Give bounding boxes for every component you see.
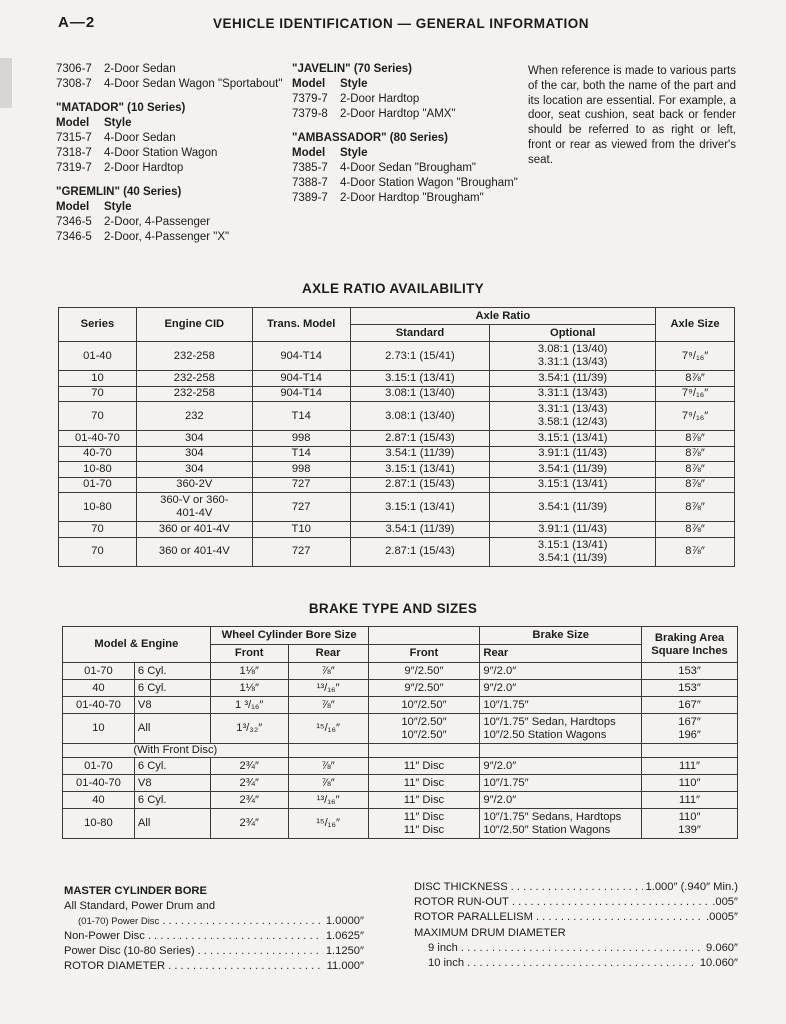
table-row [63,809,738,839]
cell-standard: 2.73:1 (15/41) [350,342,490,371]
cell-wc-front: 1⅛″ [210,680,288,697]
cell-series: 01-40 [59,342,137,371]
cell-axle-size: 8⅞″ [656,431,735,447]
spec-line: ROTOR PARALLELISM . . . .0005″ [414,910,738,925]
model-entry: 7385-7 4-Door Sedan "Brougham" [292,162,477,174]
cell-model: 40 [63,792,135,809]
model-entry: 7306-7 2-Door Sedan [56,63,176,75]
col-optional: Optional [490,325,656,342]
cell-wc-front: 2¾″ [210,775,288,792]
cell-series: 01-40-70 [59,431,137,447]
reference-note: When reference is made to various parts of the car, both the name of the part and its location are essential. For example, a door, seat cushion, seat back or fender should be referred to as right or left, front or rear as viewed from the driver's seat. [528,65,736,166]
cell-braking-area: 153″ [642,663,738,680]
model-entry: 7379-8 2-Door Hardtop "AMX" [292,108,456,120]
cell-brake-front: 11″ Disc [368,792,480,809]
cell-brake-front: 11″ Disc [368,758,480,775]
cell-model: 01-70 [63,663,135,680]
cell-engine: 232-258 [136,386,252,402]
table-row [63,775,738,792]
spec-line: 9 inch . . . 9.060″ [414,941,738,956]
cell-brake-rear: 9″/2.0″ [480,680,642,697]
cell-series: 01-70 [59,477,137,493]
cell-series: 10-80 [59,493,137,522]
series-heading-matador: "MATADOR" (10 Series) [56,102,186,114]
cell-axle-size: 8⅞″ [656,446,735,462]
cell-trans: 998 [252,462,350,478]
cell-engine: 6 Cyl. [134,663,210,680]
model-entry: 7389-7 2-Door Hardtop "Brougham" [292,192,484,204]
col-brake-rear: Rear [480,645,642,663]
cell-trans: 727 [252,537,350,566]
spec-line: DISC THICKNESS . . . 1.000″ (.940″ Min.) [414,880,738,895]
cell-series: 70 [59,522,137,538]
page-title: VEHICLE IDENTIFICATION — GENERAL INFORMATION [213,16,589,31]
cell-optional: 3.15:1 (13/41) 3.54:1 (11/39) [490,537,656,566]
cell-model: 01-40-70 [63,775,135,792]
cell-engine: All [134,809,210,839]
model-style-header: Model Style [292,147,368,159]
disc-label: (With Front Disc) [63,744,289,758]
col-wc-rear: Rear [288,645,368,663]
col-brake-size: Brake Size [480,627,642,645]
axle-section-title: AXLE RATIO AVAILABILITY [302,281,484,296]
cell-engine: 304 [136,462,252,478]
models-column-1 [56,62,286,245]
cell-standard: 3.15:1 (13/41) [350,371,490,387]
cell-brake-front: 10″/2.50″ 10″/2.50″ [368,714,480,744]
cell-standard: 3.54:1 (11/39) [350,446,490,462]
cell-wc-front: 2¾″ [210,758,288,775]
cell-axle-size: 7⁹/₁₆″ [656,386,735,402]
cell-engine: V8 [134,775,210,792]
cell-engine: 232-258 [136,342,252,371]
spec-line: ROTOR RUN-OUT . . . .005″ [414,895,738,910]
cell-wc-front: 1⅛″ [210,663,288,680]
cell-standard: 3.08:1 (13/40) [350,386,490,402]
table-row [59,431,735,447]
cell-braking-area: 153″ [642,680,738,697]
cell-standard: 3.54:1 (11/39) [350,522,490,538]
cell-model: 01-40-70 [63,697,135,714]
cell-engine: 360-V or 360-401-4V [136,493,252,522]
disc-label-row [63,744,738,758]
master-cylinder-heading: MASTER CYLINDER BORE [64,885,207,897]
cell-wc-rear: ⅞″ [288,663,368,680]
model-entry: 7379-7 2-Door Hardtop [292,93,420,105]
cell-brake-rear: 9″/2.0″ [480,792,642,809]
axle-ratio-table [58,307,735,567]
cell-standard: 2.87:1 (15/43) [350,431,490,447]
table-row [63,680,738,697]
cell-brake-rear: 9″/2.0″ [480,663,642,680]
model-style-header: Model Style [56,201,132,213]
cell-trans: 727 [252,493,350,522]
cell-optional: 3.91:1 (11/43) [490,522,656,538]
cell-engine: 6 Cyl. [134,792,210,809]
cell-brake-rear: 10″/1.75″ [480,775,642,792]
table-row [63,663,738,680]
master-cylinder-subheading: All Standard, Power Drum and [64,900,216,912]
table-row [59,462,735,478]
models-column-2 [292,62,522,206]
spec-line: Power Disc (10-80 Series) . . . 1.1250″ [64,944,364,959]
model-entry: 7346-5 2-Door, 4-Passenger [56,216,211,228]
table-row [63,792,738,809]
cell-axle-size: 8⅞″ [656,371,735,387]
cell-brake-front: 11″ Disc 11″ Disc [368,809,480,839]
cell-wc-rear: ⅞″ [288,775,368,792]
cell-axle-size: 8⅞″ [656,477,735,493]
page-header [58,14,746,38]
cell-braking-area: 110″ 139″ [642,809,738,839]
cell-axle-size: 7⁹/₁₆″ [656,342,735,371]
model-entry: 7315-7 4-Door Sedan [56,132,176,144]
table-row [63,758,738,775]
cell-model: 01-70 [63,758,135,775]
cell-engine: 304 [136,446,252,462]
table-row [59,477,735,493]
cell-wc-front: 2¾″ [210,792,288,809]
cell-wc-rear: ¹⁵/₁₆″ [288,714,368,744]
cell-optional: 3.54:1 (11/39) [490,371,656,387]
cell-trans: 904-T14 [252,371,350,387]
brake-section-title: BRAKE TYPE AND SIZES [308,601,478,616]
cell-trans: 727 [252,477,350,493]
cell-wc-rear: ¹³/₁₆″ [288,680,368,697]
page-edge-tab [0,58,12,108]
model-entry: 7318-7 4-Door Station Wagon [56,147,218,159]
cell-wc-rear: ¹⁵/₁₆″ [288,809,368,839]
cell-wc-rear: ⅞″ [288,758,368,775]
cell-standard: 3.15:1 (13/41) [350,493,490,522]
drum-diameter-heading: MAXIMUM DRUM DIAMETER [414,926,566,939]
col-brake-front: Front [368,645,480,663]
col-wc-front: Front [210,645,288,663]
cell-braking-area: 111″ [642,758,738,775]
cell-engine: 232-258 [136,371,252,387]
table-row [59,522,735,538]
cell-series: 70 [59,402,137,431]
cell-trans: T14 [252,446,350,462]
spec-line: Non-Power Disc . . . 1.0625″ [64,929,364,944]
col-standard: Standard [350,325,490,342]
cell-model: 40 [63,680,135,697]
model-entry: 7319-7 2-Door Hardtop [56,162,184,174]
cell-braking-area: 110″ [642,775,738,792]
col-axle-ratio: Axle Ratio [350,308,655,325]
model-entry: 7308-7 4-Door Sedan Wagon "Sportabout" [56,78,283,90]
cell-trans: 904-T14 [252,342,350,371]
cell-trans: 904-T14 [252,386,350,402]
cell-wc-front: 1 ³/₁₆″ [210,697,288,714]
disc-specs [414,880,738,971]
col-series: Series [59,308,137,342]
cell-standard: 3.15:1 (13/41) [350,462,490,478]
model-style-header: Model Style [56,117,132,129]
cell-standard: 3.08:1 (13/40) [350,402,490,431]
table-row [59,493,735,522]
cell-engine: 360 or 401-4V [136,522,252,538]
cell-standard: 2.87:1 (15/43) [350,477,490,493]
cell-wc-front: 2¾″ [210,809,288,839]
cell-optional: 3.15:1 (13/41) [490,431,656,447]
cell-brake-rear: 10″/1.75″ Sedans, Hardtops 10″/2.50″ Station Wagons [480,809,642,839]
cell-trans: 998 [252,431,350,447]
table-row [59,371,735,387]
cell-optional: 3.31:1 (13/43) 3.58:1 (12/43) [490,402,656,431]
master-cylinder-specs [64,884,364,974]
cell-engine: 232 [136,402,252,431]
cell-axle-size: 8⅞″ [656,537,735,566]
cell-braking-area: 111″ [642,792,738,809]
series-heading-gremlin: "GREMLIN" (40 Series) [56,186,182,198]
table-row [59,446,735,462]
cell-brake-rear: 9″/2.0″ [480,758,642,775]
brake-table [62,626,738,839]
col-model-engine: Model & Engine [63,627,211,663]
cell-series: 70 [59,537,137,566]
model-entry: 7346-5 2-Door, 4-Passenger "X" [56,231,230,243]
cell-brake-front: 9″/2.50″ [368,680,480,697]
cell-axle-size: 8⅞″ [656,493,735,522]
table-row [59,342,735,371]
cell-optional: 3.08:1 (13/40) 3.31:1 (13/43) [490,342,656,371]
cell-series: 40-70 [59,446,137,462]
cell-braking-area: 167″ [642,697,738,714]
cell-brake-front: 10″/2.50″ [368,697,480,714]
cell-engine: 6 Cyl. [134,758,210,775]
model-entry: 7388-7 4-Door Station Wagon "Brougham" [292,177,518,189]
table-row [59,537,735,566]
table-row [59,386,735,402]
cell-optional: 3.54:1 (11/39) [490,462,656,478]
table-row [63,714,738,744]
spec-line: 10 inch . . . 10.060″ [414,956,738,971]
cell-optional: 3.54:1 (11/39) [490,493,656,522]
table-row [63,697,738,714]
cell-model: 10 [63,714,135,744]
cell-braking-area: 167″ 196″ [642,714,738,744]
cell-engine: 360-2V [136,477,252,493]
col-trans: Trans. Model [252,308,350,342]
cell-trans: T14 [252,402,350,431]
cell-wc-rear: ⅞″ [288,697,368,714]
cell-series: 70 [59,386,137,402]
col-engine: Engine CID [136,308,252,342]
cell-trans: T10 [252,522,350,538]
page-number: A—2 [58,14,96,31]
table-row [59,402,735,431]
cell-optional: 3.91:1 (11/43) [490,446,656,462]
model-style-header: Model Style [292,78,368,90]
cell-wc-front: 1³/₃₂″ [210,714,288,744]
cell-engine: 6 Cyl. [134,680,210,697]
cell-wc-rear: ¹³/₁₆″ [288,792,368,809]
col-wheel-cylinder: Wheel Cylinder Bore Size [210,627,368,645]
cell-optional: 3.15:1 (13/41) [490,477,656,493]
cell-series: 10-80 [59,462,137,478]
cell-axle-size: 8⅞″ [656,522,735,538]
cell-series: 10 [59,371,137,387]
cell-standard: 2.87:1 (15/43) [350,537,490,566]
col-axle-size: Axle Size [656,308,735,342]
cell-brake-rear: 10″/1.75″ [480,697,642,714]
cell-model: 10-80 [63,809,135,839]
cell-optional: 3.31:1 (13/43) [490,386,656,402]
spec-line: (01-70) Power Disc . . . 1.0000″ [64,914,364,929]
cell-engine: 304 [136,431,252,447]
cell-engine: 360 or 401-4V [136,537,252,566]
cell-brake-rear: 10″/1.75″ Sedan, Hardtops 10″/2.50 Station Wagons [480,714,642,744]
col-braking-area: Braking Area Square Inches [642,627,738,663]
series-heading-ambassador: "AMBASSADOR" (80 Series) [292,132,448,144]
spec-line: ROTOR DIAMETER . . . 11.000″ [64,959,364,974]
cell-engine: V8 [134,697,210,714]
series-heading-javelin: "JAVELIN" (70 Series) [292,63,412,75]
cell-brake-front: 9″/2.50″ [368,663,480,680]
cell-brake-front: 11″ Disc [368,775,480,792]
cell-axle-size: 8⅞″ [656,462,735,478]
cell-engine: All [134,714,210,744]
cell-axle-size: 7⁹/₁₆″ [656,402,735,431]
